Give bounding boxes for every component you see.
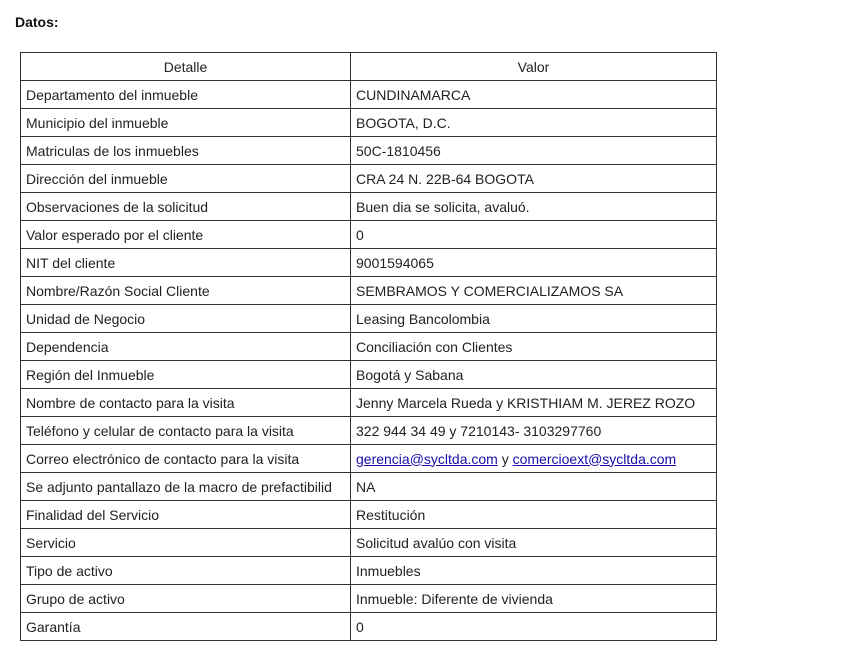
row-value: Leasing Bancolombia [351, 305, 717, 333]
row-label: Región del Inmueble [21, 361, 351, 389]
row-value: BOGOTA, D.C. [351, 109, 717, 137]
table-row [21, 333, 717, 361]
row-value: Inmuebles [351, 557, 717, 585]
row-label: Nombre/Razón Social Cliente [21, 277, 351, 305]
row-label: NIT del cliente [21, 249, 351, 277]
table-row [21, 193, 717, 221]
table-row [21, 221, 717, 249]
table-row [21, 389, 717, 417]
row-label: Municipio del inmueble [21, 109, 351, 137]
row-value: Restitución [351, 501, 717, 529]
row-value: Inmueble: Diferente de vivienda [351, 585, 717, 613]
table-row [21, 137, 717, 165]
row-value: Buen dia se solicita, avaluó. [351, 193, 717, 221]
table-row [21, 613, 717, 641]
email-link-comercioext[interactable]: comercioext@sycltda.com [512, 450, 677, 467]
row-value: 9001594065 [351, 249, 717, 277]
row-value: 322 944 34 49 y 7210143- 3103297760 [351, 417, 717, 445]
table-row [21, 417, 717, 445]
row-value: Jenny Marcela Rueda y KRISTHIAM M. JEREZ ROZO [351, 389, 717, 417]
row-value: Solicitud avalúo con visita [351, 529, 717, 557]
row-label: Dependencia [21, 333, 351, 361]
row-label: Valor esperado por el cliente [21, 221, 351, 249]
datos-table [20, 52, 717, 641]
table-row [21, 277, 717, 305]
header-valor: Valor [351, 53, 717, 81]
row-value-emails [351, 445, 717, 473]
table-row [21, 529, 717, 557]
row-value: Conciliación con Clientes [351, 333, 717, 361]
table-row [21, 165, 717, 193]
row-value: 50C-1810456 [351, 137, 717, 165]
row-label: Garantía [21, 613, 351, 641]
table-header-row [21, 53, 717, 81]
row-value: CRA 24 N. 22B-64 BOGOTA [351, 165, 717, 193]
table-row [21, 249, 717, 277]
row-value: 0 [351, 221, 717, 249]
table-row [21, 305, 717, 333]
table-row [21, 557, 717, 585]
table-row [21, 109, 717, 137]
row-label: Teléfono y celular de contacto para la visita [21, 417, 351, 445]
row-value: NA [351, 473, 717, 501]
table-row [21, 585, 717, 613]
row-label: Observaciones de la solicitud [21, 193, 351, 221]
table-row [21, 361, 717, 389]
row-label: Dirección del inmueble [21, 165, 351, 193]
row-label: Unidad de Negocio [21, 305, 351, 333]
table-row [21, 473, 717, 501]
row-value: 0 [351, 613, 717, 641]
header-detalle: Detalle [21, 53, 351, 81]
table-row [21, 445, 717, 473]
email-joiner: y [497, 450, 513, 467]
section-title: Datos: [15, 14, 59, 30]
email-link-gerencia[interactable]: gerencia@sycltda.com [356, 450, 498, 467]
table-row [21, 501, 717, 529]
row-value: Bogotá y Sabana [351, 361, 717, 389]
row-label: Finalidad del Servicio [21, 501, 351, 529]
row-label: Se adjunto pantallazo de la macro de prefactibilid [21, 473, 351, 501]
row-label: Correo electrónico de contacto para la visita [21, 445, 351, 473]
row-label: Nombre de contacto para la visita [21, 389, 351, 417]
row-value: SEMBRAMOS Y COMERCIALIZAMOS SA [351, 277, 717, 305]
row-label: Tipo de activo [21, 557, 351, 585]
table-row [21, 81, 717, 109]
row-label: Departamento del inmueble [21, 81, 351, 109]
row-label: Grupo de activo [21, 585, 351, 613]
row-label: Servicio [21, 529, 351, 557]
row-value: CUNDINAMARCA [351, 81, 717, 109]
row-label: Matriculas de los inmuebles [21, 137, 351, 165]
